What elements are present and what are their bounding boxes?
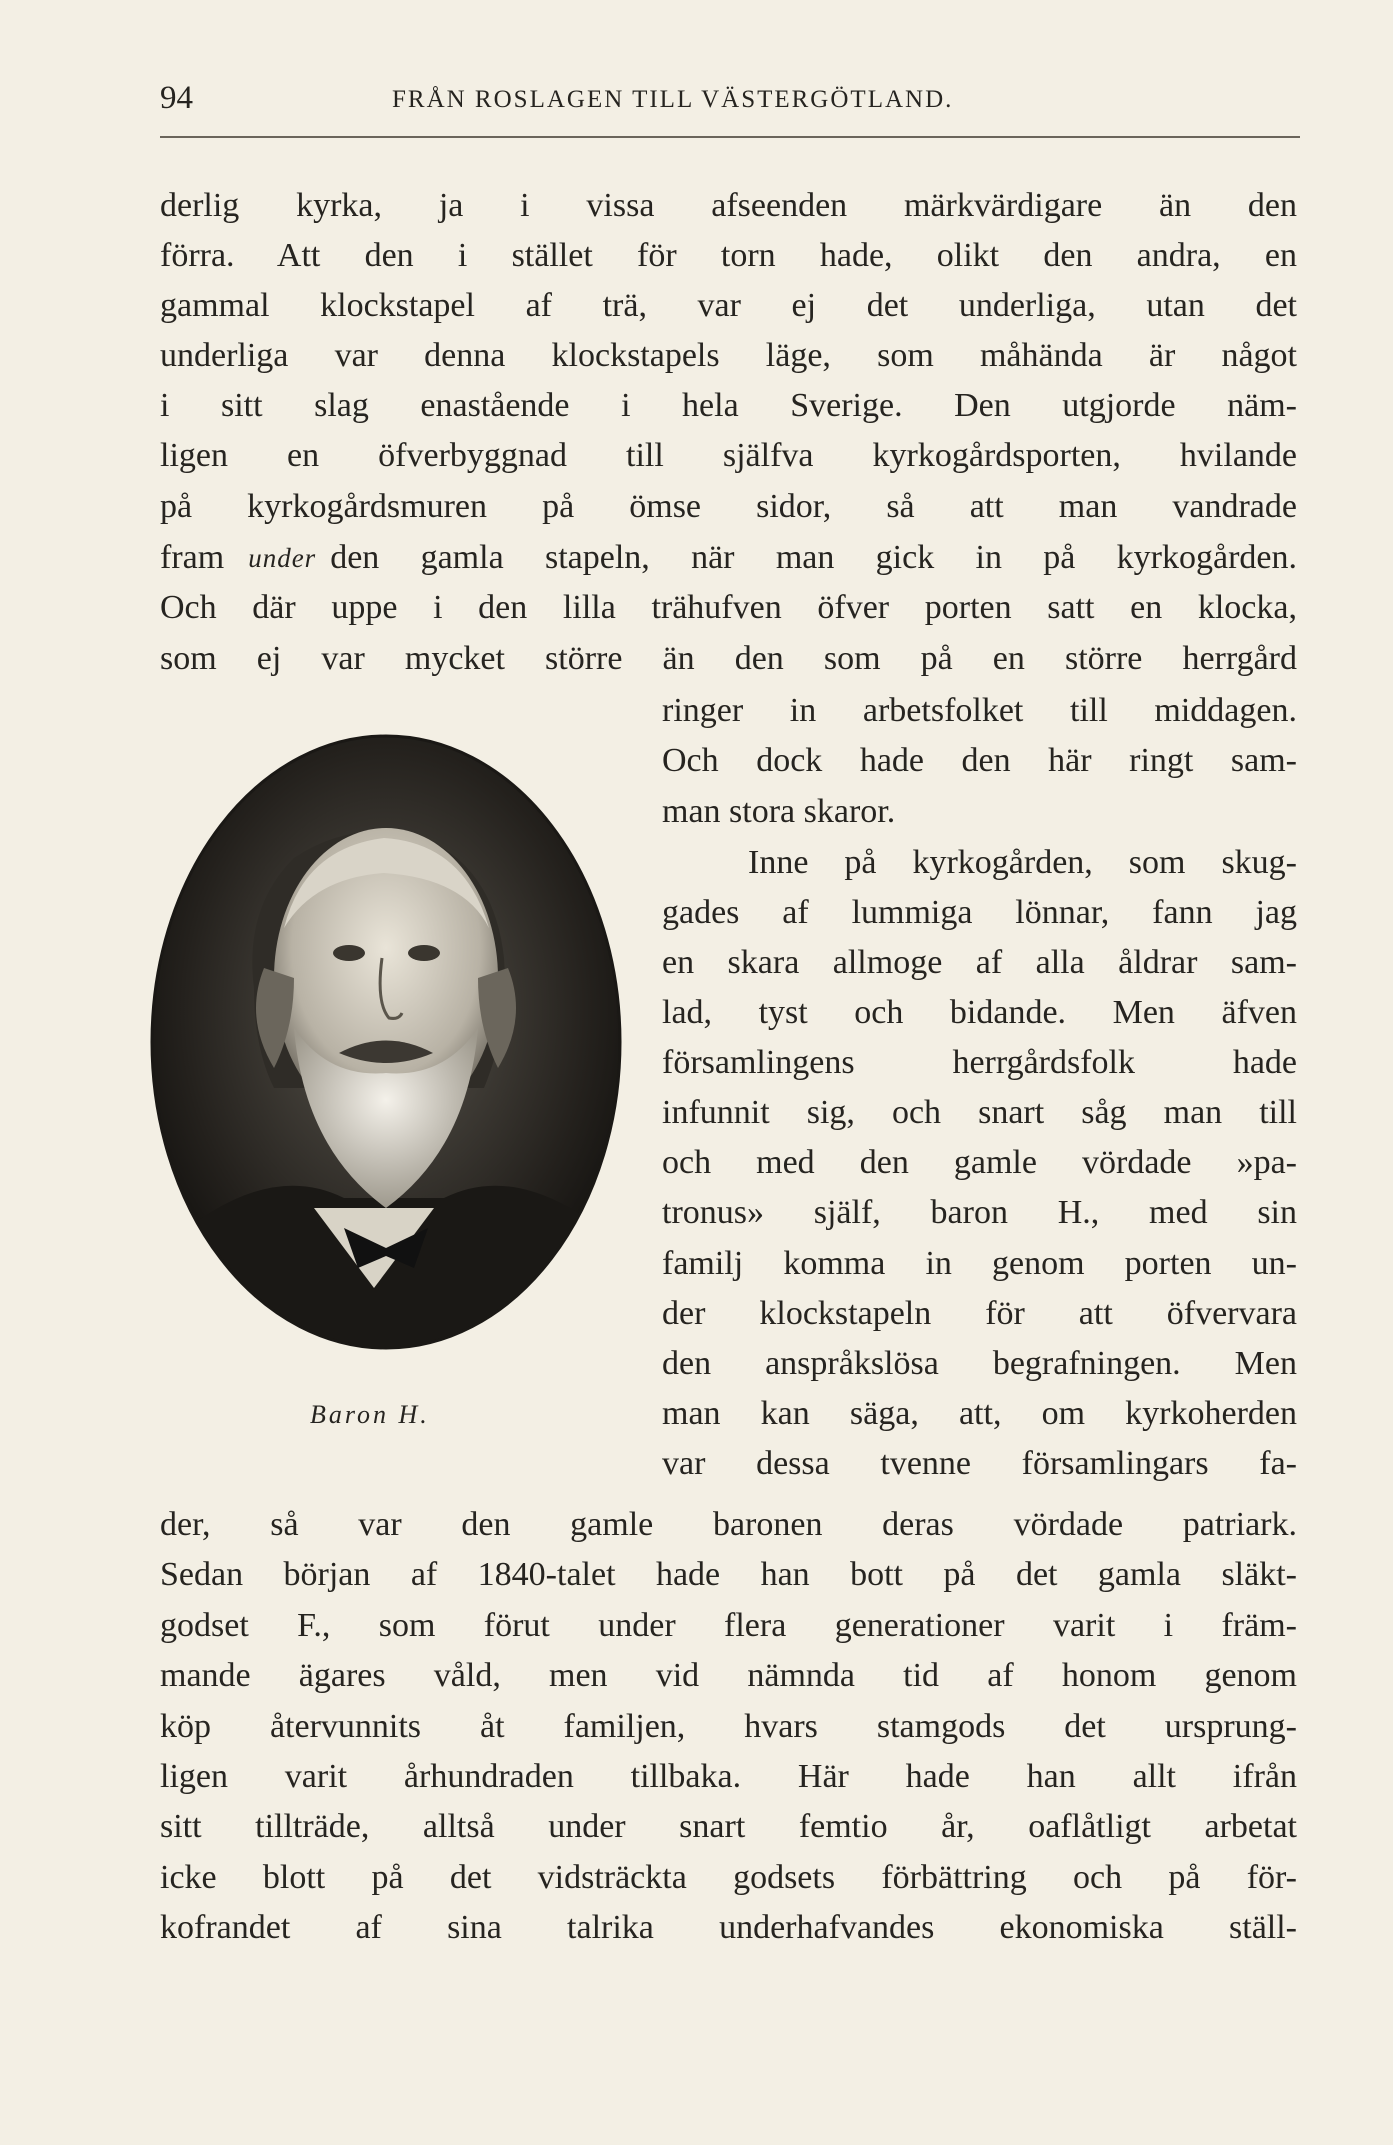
text-line: derlig kyrka, ja i vissa afseenden märkvärdigare än den: [160, 187, 1297, 224]
text-line: Och dock hade den här ringt sam-: [662, 742, 1297, 779]
text-line: gades af lummiga lönnar, fann jag: [662, 894, 1297, 931]
text-line: Och där uppe i den lilla trähufven öfver porten satt en klocka,: [160, 589, 1297, 626]
page-number: 94: [160, 80, 193, 116]
text-line: ringer in arbetsfolket till middagen.: [662, 692, 1297, 729]
running-head: [160, 80, 1300, 120]
text-line: och med den gamle vördade »pa-: [662, 1144, 1297, 1181]
running-title: FRÅN ROSLAGEN TILL VÄSTERGÖTLAND.: [392, 86, 954, 113]
text-line: tronus» själf, baron H., med sin: [662, 1194, 1297, 1231]
text-line: på kyrkogårdsmuren på ömse sidor, så att man vandrade: [160, 488, 1297, 525]
text-line: församlingens herrgårdsfolk hade: [662, 1044, 1297, 1081]
text-line: kofrandet af sina talrika underhafvandes ekonomiska ställ-: [160, 1909, 1297, 1946]
figure-caption: Baron H.: [310, 1400, 430, 1429]
text-line: der, så var den gamle baronen deras vördade patriark.: [160, 1506, 1297, 1543]
text-line: Inne på kyrkogården, som skug-: [748, 844, 1297, 881]
text-line: mande ägares våld, men vid nämnda tid af honom genom: [160, 1657, 1297, 1694]
text-line: godset F., som förut under flera generationer varit i främ-: [160, 1607, 1297, 1644]
text-line: Sedan början af 1840-talet hade han bott på det gamla släkt-: [160, 1556, 1297, 1593]
text-line: i sitt slag enastående i hela Sverige. Den utgjorde näm-: [160, 387, 1297, 424]
text-line: en skara allmoge af alla åldrar sam-: [662, 944, 1297, 981]
italic-word: under: [248, 543, 317, 573]
text-line: der klockstapeln för att öfvervara: [662, 1295, 1297, 1332]
text-line: gammal klockstapel af trä, var ej det underliga, utan det: [160, 287, 1297, 324]
text-line: ligen en öfverbyggnad till själfva kyrkogårdsporten, hvilande: [160, 437, 1297, 474]
text-word: den gamla stapeln, när man gick in på kyrkogården.: [330, 539, 1297, 576]
text-line: infunnit sig, och snart såg man till: [662, 1094, 1297, 1131]
text-line: förra. Att den i stället för torn hade, olikt den andra, en: [160, 237, 1297, 274]
text-word: fram: [160, 539, 225, 576]
text-line: ligen varit århundraden tillbaka. Här hade han allt ifrån: [160, 1758, 1297, 1795]
text-line: man kan säga, att, om kyrkoherden: [662, 1395, 1297, 1432]
text-line: köp återvunnits åt familjen, hvars stamgods det ursprung-: [160, 1708, 1297, 1745]
text-line: som ej var mycket större än den som på en större herrgård: [160, 640, 1297, 677]
text-line: [160, 535, 1297, 581]
text-line: sitt tillträde, alltså under snart femtio år, oaflåtligt arbetat: [160, 1808, 1297, 1845]
text-line: var dessa tvenne församlingars fa-: [662, 1445, 1297, 1482]
text-line: icke blott på det vidsträckta godsets förbättring och på för-: [160, 1859, 1297, 1896]
text-line: den anspråkslösa begrafningen. Men: [662, 1345, 1297, 1382]
portrait-engraving: [144, 728, 628, 1356]
text-line: underliga var denna klockstapels läge, som måhända är något: [160, 337, 1297, 374]
text-line: lad, tyst och bidande. Men äfven: [662, 994, 1297, 1031]
header-rule: [160, 136, 1300, 138]
text-line: man stora skaror.: [662, 793, 896, 830]
text-line: familj komma in genom porten un-: [662, 1245, 1297, 1282]
